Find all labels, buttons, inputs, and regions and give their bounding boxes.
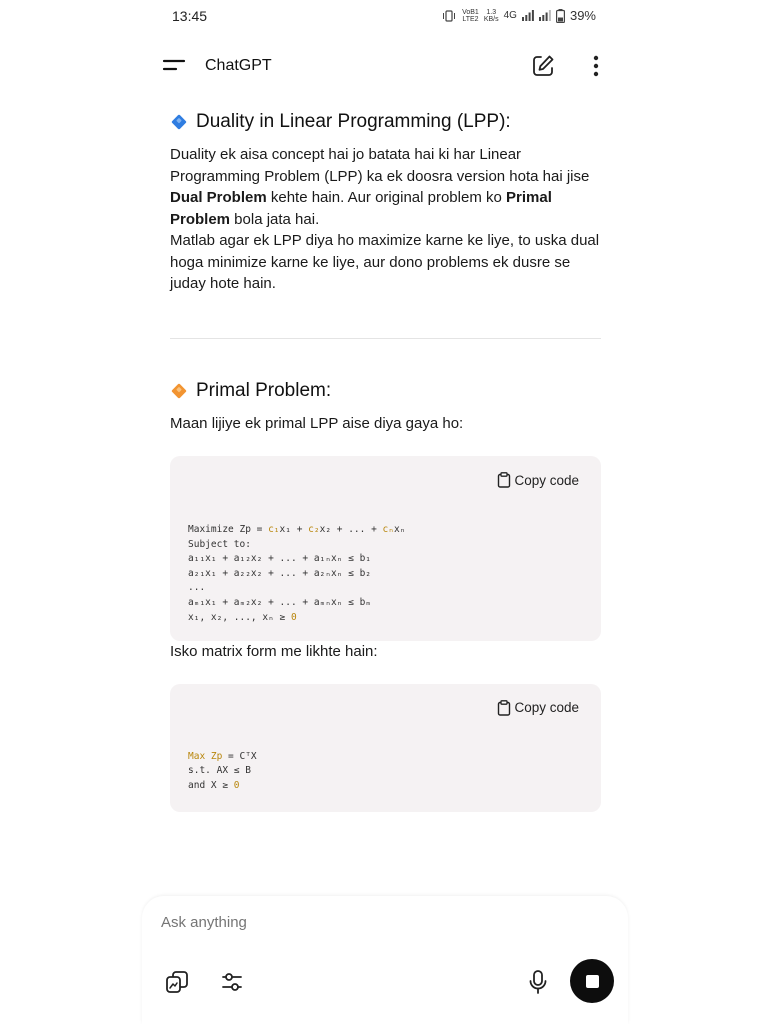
section-heading-text: Duality in Linear Programming (LPP):: [196, 111, 511, 132]
stop-button[interactable]: [570, 959, 614, 1003]
orange-diamond-icon: [170, 382, 188, 400]
code-text: x₁ +: [279, 524, 309, 535]
code-var: c₂: [308, 524, 320, 535]
volte-indicator: [462, 9, 479, 23]
section-heading-primal: [170, 369, 602, 413]
divider: [170, 338, 601, 339]
battery-icon: [556, 9, 565, 23]
code-line: a₁₁x₁ + a₁₂x₂ + ... + a₁ₙxₙ ≤ b₁: [188, 553, 372, 565]
speed-value: 1.3: [486, 8, 497, 16]
status-bar: [0, 0, 768, 34]
code-line: Subject to:: [188, 538, 251, 550]
section-heading-text: Primal Problem:: [196, 379, 332, 401]
text: bola jata hai.: [230, 210, 320, 228]
clipboard-icon: [497, 700, 511, 716]
code-text: x₂ + ... +: [319, 524, 383, 535]
stop-icon: [586, 975, 599, 988]
app-header: [0, 44, 768, 88]
copy-code-button[interactable]: [497, 472, 579, 488]
section-heading-duality: [170, 100, 602, 144]
code-line: a₂₁x₁ + a₂₂x₂ + ... + a₂ₙxₙ ≤ b₂: [188, 567, 372, 579]
tools-icon[interactable]: [164, 969, 190, 995]
copy-code-label: Copy code: [514, 700, 579, 715]
blue-diamond-icon: [170, 113, 188, 131]
network-type: 4G: [503, 10, 517, 21]
menu-icon[interactable]: [162, 56, 186, 76]
text: Duality ek aisa concept hai jo batata hai ki har Linear Programming Problem (LPP) ka ek doosra version hota hai jise: [170, 146, 590, 185]
paragraph-matrix-form: Isko matrix form me likhte hain:: [170, 643, 378, 660]
more-vertical-icon[interactable]: [586, 53, 606, 79]
code-block-primal: [170, 456, 601, 641]
paragraph-primal-intro: Maan lijiye ek primal LPP aise diya gaya ho:: [170, 414, 464, 432]
code-text: and X ≥: [188, 779, 234, 791]
app-title: ChatGPT: [205, 57, 272, 74]
bold-text-dual-problem: Dual Problem: [170, 189, 267, 206]
speed-unit: KB/s: [483, 15, 499, 23]
code-content: [188, 750, 257, 794]
composer: [142, 896, 628, 1024]
signal-icon-2: [539, 10, 551, 21]
assistant-message: [170, 100, 602, 812]
lte-label: LTE2: [462, 15, 479, 23]
paragraph-duality-meaning: Matlab agar ek LPP diya ho maximize karne ke liye, to uska dual hoga minimize karne ke liye, aur dono problems ek dusre se juday hote hain.: [170, 232, 600, 292]
copy-code-label: Copy code: [514, 472, 579, 488]
network-speed: [484, 9, 499, 23]
text: kehte hain. Aur original problem ko: [266, 189, 506, 206]
code-content: [188, 523, 405, 625]
code-text: Maximize Zp =: [188, 524, 269, 535]
vibrate-icon: [441, 10, 457, 22]
clipboard-icon: [497, 472, 511, 488]
status-time: 13:45: [172, 8, 208, 24]
mic-icon[interactable]: [526, 969, 550, 995]
code-var: cₙ: [382, 524, 394, 535]
code-line: aₘ₁x₁ + aₘ₂x₂ + ... + aₘₙxₙ ≤ bₘ: [188, 596, 372, 608]
battery-percent: 39%: [569, 8, 596, 23]
message-input[interactable]: [161, 914, 561, 931]
status-icons: [441, 8, 596, 23]
code-number: 0: [290, 611, 297, 623]
code-line: s.t. AX ≤ B: [188, 765, 251, 777]
edit-icon[interactable]: [530, 53, 556, 79]
code-block-matrix: [170, 684, 601, 812]
paragraph-duality-definition: [170, 144, 602, 230]
code-number: 0: [233, 779, 240, 791]
code-keyword: Max Zp: [188, 750, 223, 762]
code-line: ...: [188, 582, 206, 594]
copy-code-button[interactable]: [497, 700, 579, 716]
code-text: xₙ: [393, 524, 406, 535]
bold-text-primal-problem: Primal Problem: [170, 189, 552, 228]
code-var: c₁: [268, 524, 280, 535]
code-text: x₁, x₂, ..., xₙ ≥: [188, 611, 291, 623]
volte-label: VoB1: [462, 8, 479, 16]
signal-icon: [522, 10, 534, 21]
sliders-icon[interactable]: [220, 970, 244, 994]
code-text: = CᵀX: [222, 750, 257, 762]
